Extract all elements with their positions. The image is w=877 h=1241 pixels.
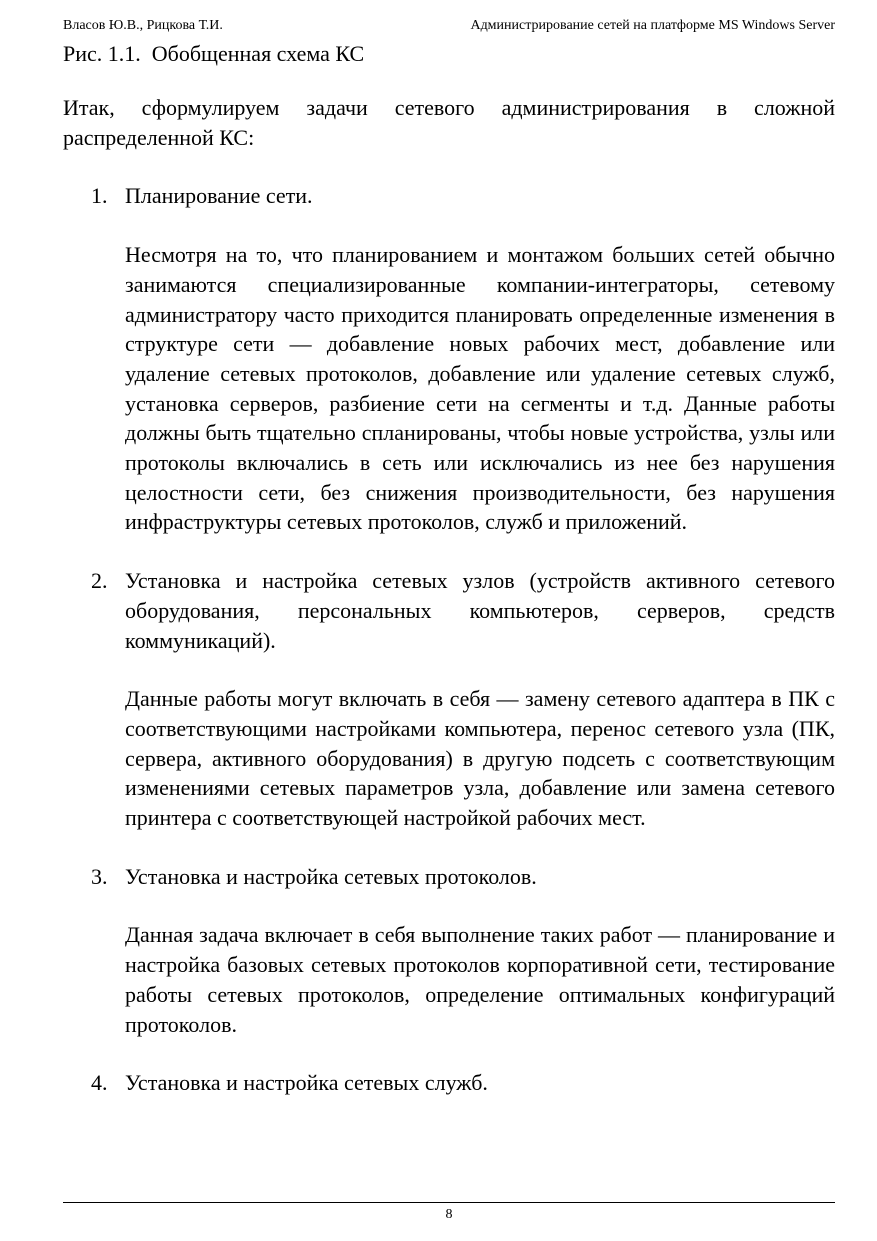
task-number: 1.	[91, 183, 108, 209]
task-number: 2.	[91, 568, 108, 594]
intro-paragraph: Итак, сформулируем задачи сетевого администрирования в сложной распределенной КС:	[63, 95, 835, 150]
task-item-2	[63, 566, 835, 833]
task-item-3	[63, 862, 835, 1040]
header-document-title: Администрирование сетей на платформе MS Windows Server	[470, 18, 835, 33]
page-number: 8	[445, 1207, 453, 1222]
figure-caption: Рис. 1.1. Обобщенная схема КС	[63, 41, 365, 66]
task-number: 3.	[91, 863, 108, 889]
task-list	[63, 181, 835, 1098]
task-heading: Установка и настройка сетевых протоколов.	[125, 863, 537, 889]
main-content	[63, 93, 835, 1127]
task-item-4	[63, 1068, 835, 1098]
task-body: Данная задача включает в себя выполнение таких работ — планирование и настройка базовых сетевых протоколов корпоративной сети, тестирование работы сетевых протоколов, определение оптимальных конфигураций протоколов.	[125, 922, 835, 1037]
running-header	[63, 16, 835, 36]
header-authors: Власов Ю.В., Рицкова Т.И.	[63, 18, 223, 33]
document-page	[63, 0, 835, 1241]
task-body: Данные работы могут включать в себя — замену сетевого адаптера в ПК с соответствующими настройками компьютера, перенос сетевого узла (ПК, сервера, активного оборудования) в другую подсеть с соответствующим изменениями сетевых параметров узла, добавление или замена сетевого принтера с соответствующей настройкой рабочих мест.	[125, 686, 835, 831]
task-body: Несмотря на то, что планированием и монтажом больших сетей обычно занимаются специализированные компании-интеграторы, сетевому администратору часто приходится планировать определенные изменения в структуре сети — добавление новых рабочих мест, добавление или удаление сетевых протоколов, добавление или удаление сетевых служб, установка серверов, разбиение сети на сегменты и т.д. Данные работы должны быть тщательно спланированы, чтобы новые устройства, узлы или протоколы включались в сеть или исключались из нее без нарушения целостности сети, без снижения производительности, без нарушения инфраструктуры сетевых протоколов, служб и приложений.	[125, 242, 835, 535]
task-number: 4.	[91, 1070, 108, 1096]
task-item-1	[63, 181, 835, 537]
task-heading: Установка и настройка сетевых узлов (устройств активного сетевого оборудования, персональных компьютеров, серверов, средств коммуникаций).	[125, 568, 835, 653]
task-heading: Планирование сети.	[125, 183, 313, 209]
footer-divider	[63, 1202, 835, 1203]
task-heading: Установка и настройка сетевых служб.	[125, 1070, 488, 1096]
